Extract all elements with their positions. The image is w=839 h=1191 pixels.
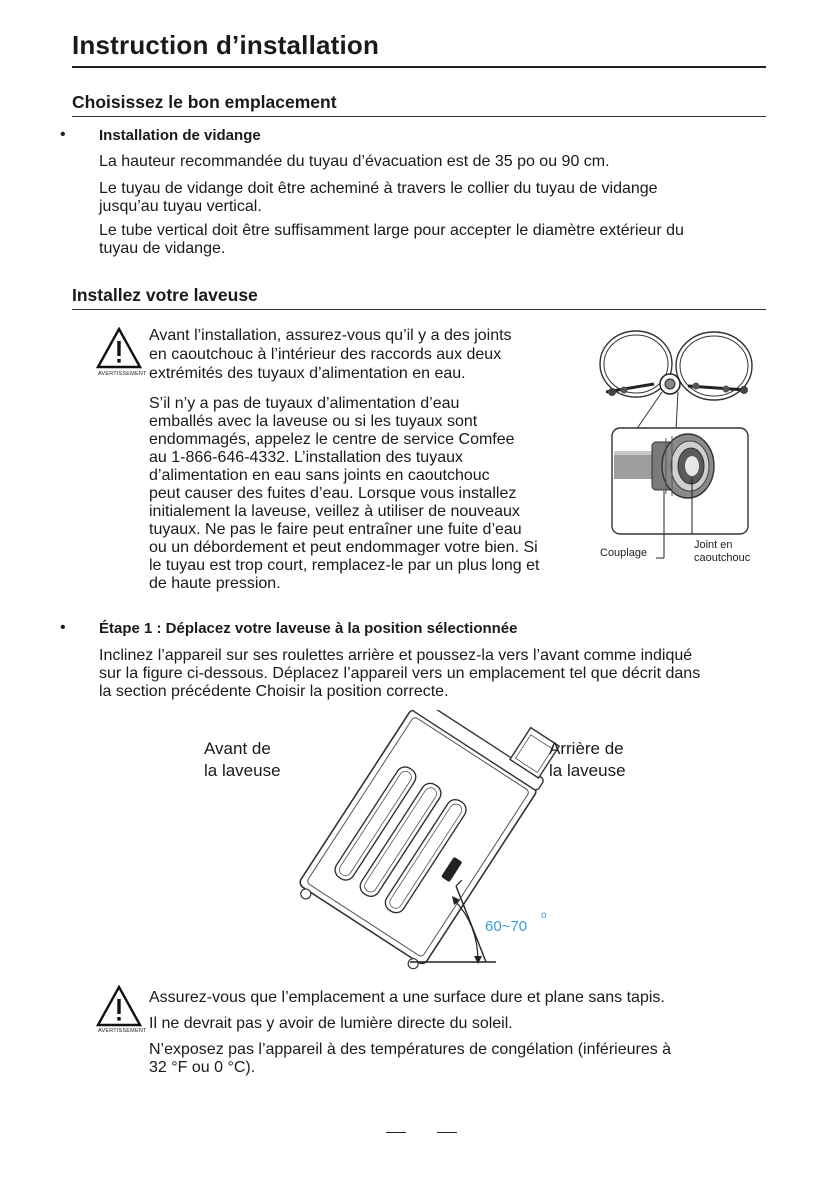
bullet-title-drain: Installation de vidange — [99, 127, 261, 144]
gasket-label-2: caoutchouc — [694, 552, 751, 564]
drain-para-3a: Le tube vertical doit être suffisamment large pour accepter le diamètre extérieur du — [99, 222, 684, 239]
body-line-5: d’alimentation en eau sans joints en caoutchouc — [149, 467, 490, 484]
angle-label: 60~70 — [485, 918, 528, 935]
warning-triangle-icon — [96, 327, 142, 369]
drain-para-3b: tuyau de vidange. — [99, 240, 226, 257]
section-rule-install — [72, 309, 766, 310]
hose-coupling-figure — [596, 326, 762, 568]
bullet-dot: • — [60, 126, 66, 143]
coupling-label: Couplage — [600, 547, 648, 559]
gasket-label-1: Joint en — [694, 539, 733, 551]
body-line-10: le tuyau est trop court, remplacez-le par un plus long et — [149, 557, 540, 574]
page-number-dash-left — [386, 1132, 406, 1133]
step1-line-1: Inclinez l’appareil sur ses roulettes arrière et poussez-la vers l’avant comme indiqué — [99, 647, 693, 664]
page-title: Instruction d’installation — [72, 30, 380, 60]
warning2-line-2: Il ne devrait pas y avoir de lumière directe du soleil. — [149, 1015, 513, 1032]
drain-para-2a: Le tuyau de vidange doit être acheminé à travers le collier du tuyau de vidange — [99, 180, 658, 197]
warning2-line-1: Assurez-vous que l’emplacement a une surface dure et plane sans tapis. — [149, 989, 665, 1006]
section-heading-location: Choisissez le bon emplacement — [72, 92, 337, 112]
body-line-2: emballés avec la laveuse ou si les tuyaux sont — [149, 413, 478, 430]
drain-para-1: La hauteur recommandée du tuyau d’évacuation est de 35 po ou 90 cm. — [99, 153, 610, 170]
body-line-9: ou un débordement et peut endommager votre bien. Si — [149, 539, 538, 556]
bullet-dot-step1: • — [60, 619, 66, 636]
warning-label-2: AVERTISSEMENT — [98, 1028, 147, 1034]
warning2-line-3: N’exposez pas l’appareil à des températures de congélation (inférieures à — [149, 1041, 672, 1058]
section-rule-location — [72, 116, 766, 117]
body-line-1: S’il n’y a pas de tuyaux d’alimentation d’eau — [149, 395, 460, 412]
step1-line-2: sur la figure ci-dessous. Déplacez l’appareil vers un emplacement tel que décrit dans — [99, 665, 701, 682]
warning-triangle-icon-2 — [96, 985, 142, 1027]
section-heading-install: Installez votre laveuse — [72, 285, 258, 305]
body-line-6: peut causer des fuites d’eau. Lorsque vous installez — [149, 485, 517, 502]
body-line-4: au 1-866-646-4332. L’installation des tuyaux — [149, 449, 463, 466]
body-line-3: endommagés, appelez le centre de service Comfee — [149, 431, 515, 448]
degree-mark: o — [541, 910, 547, 921]
warning-line-1: Avant l’installation, assurez-vous qu’il y a des joints — [149, 327, 512, 344]
step1-title: Étape 1 : Déplacez votre laveuse à la position sélectionnée — [99, 620, 518, 637]
warning-label: AVERTISSEMENT — [98, 371, 147, 377]
warning-line-2: en caoutchouc à l’intérieur des raccords aux deux — [149, 346, 502, 363]
front-label-2: la laveuse — [204, 761, 281, 780]
warning2-line-4: 32 °F ou 0 °C). — [149, 1059, 256, 1076]
warning-line-3: extrémités des tuyaux d’alimentation en eau. — [149, 365, 466, 382]
back-label-1: Arrière de — [549, 739, 624, 758]
body-line-11: de haute pression. — [149, 575, 281, 592]
page-number-dash-right — [437, 1132, 457, 1133]
body-line-7: initialement la laveuse, veillez à utiliser de nouveaux — [149, 503, 520, 520]
front-label-1: Avant de — [204, 739, 271, 758]
step1-line-3: la section précédente Choisir la position correcte. — [99, 683, 449, 700]
title-rule — [72, 66, 766, 68]
drain-para-2b: jusqu’au tuyau vertical. — [99, 198, 262, 215]
back-label-2: la laveuse — [549, 761, 626, 780]
body-line-8: tuyaux. Ne pas le faire peut entraîner une fuite d’eau — [149, 521, 522, 538]
